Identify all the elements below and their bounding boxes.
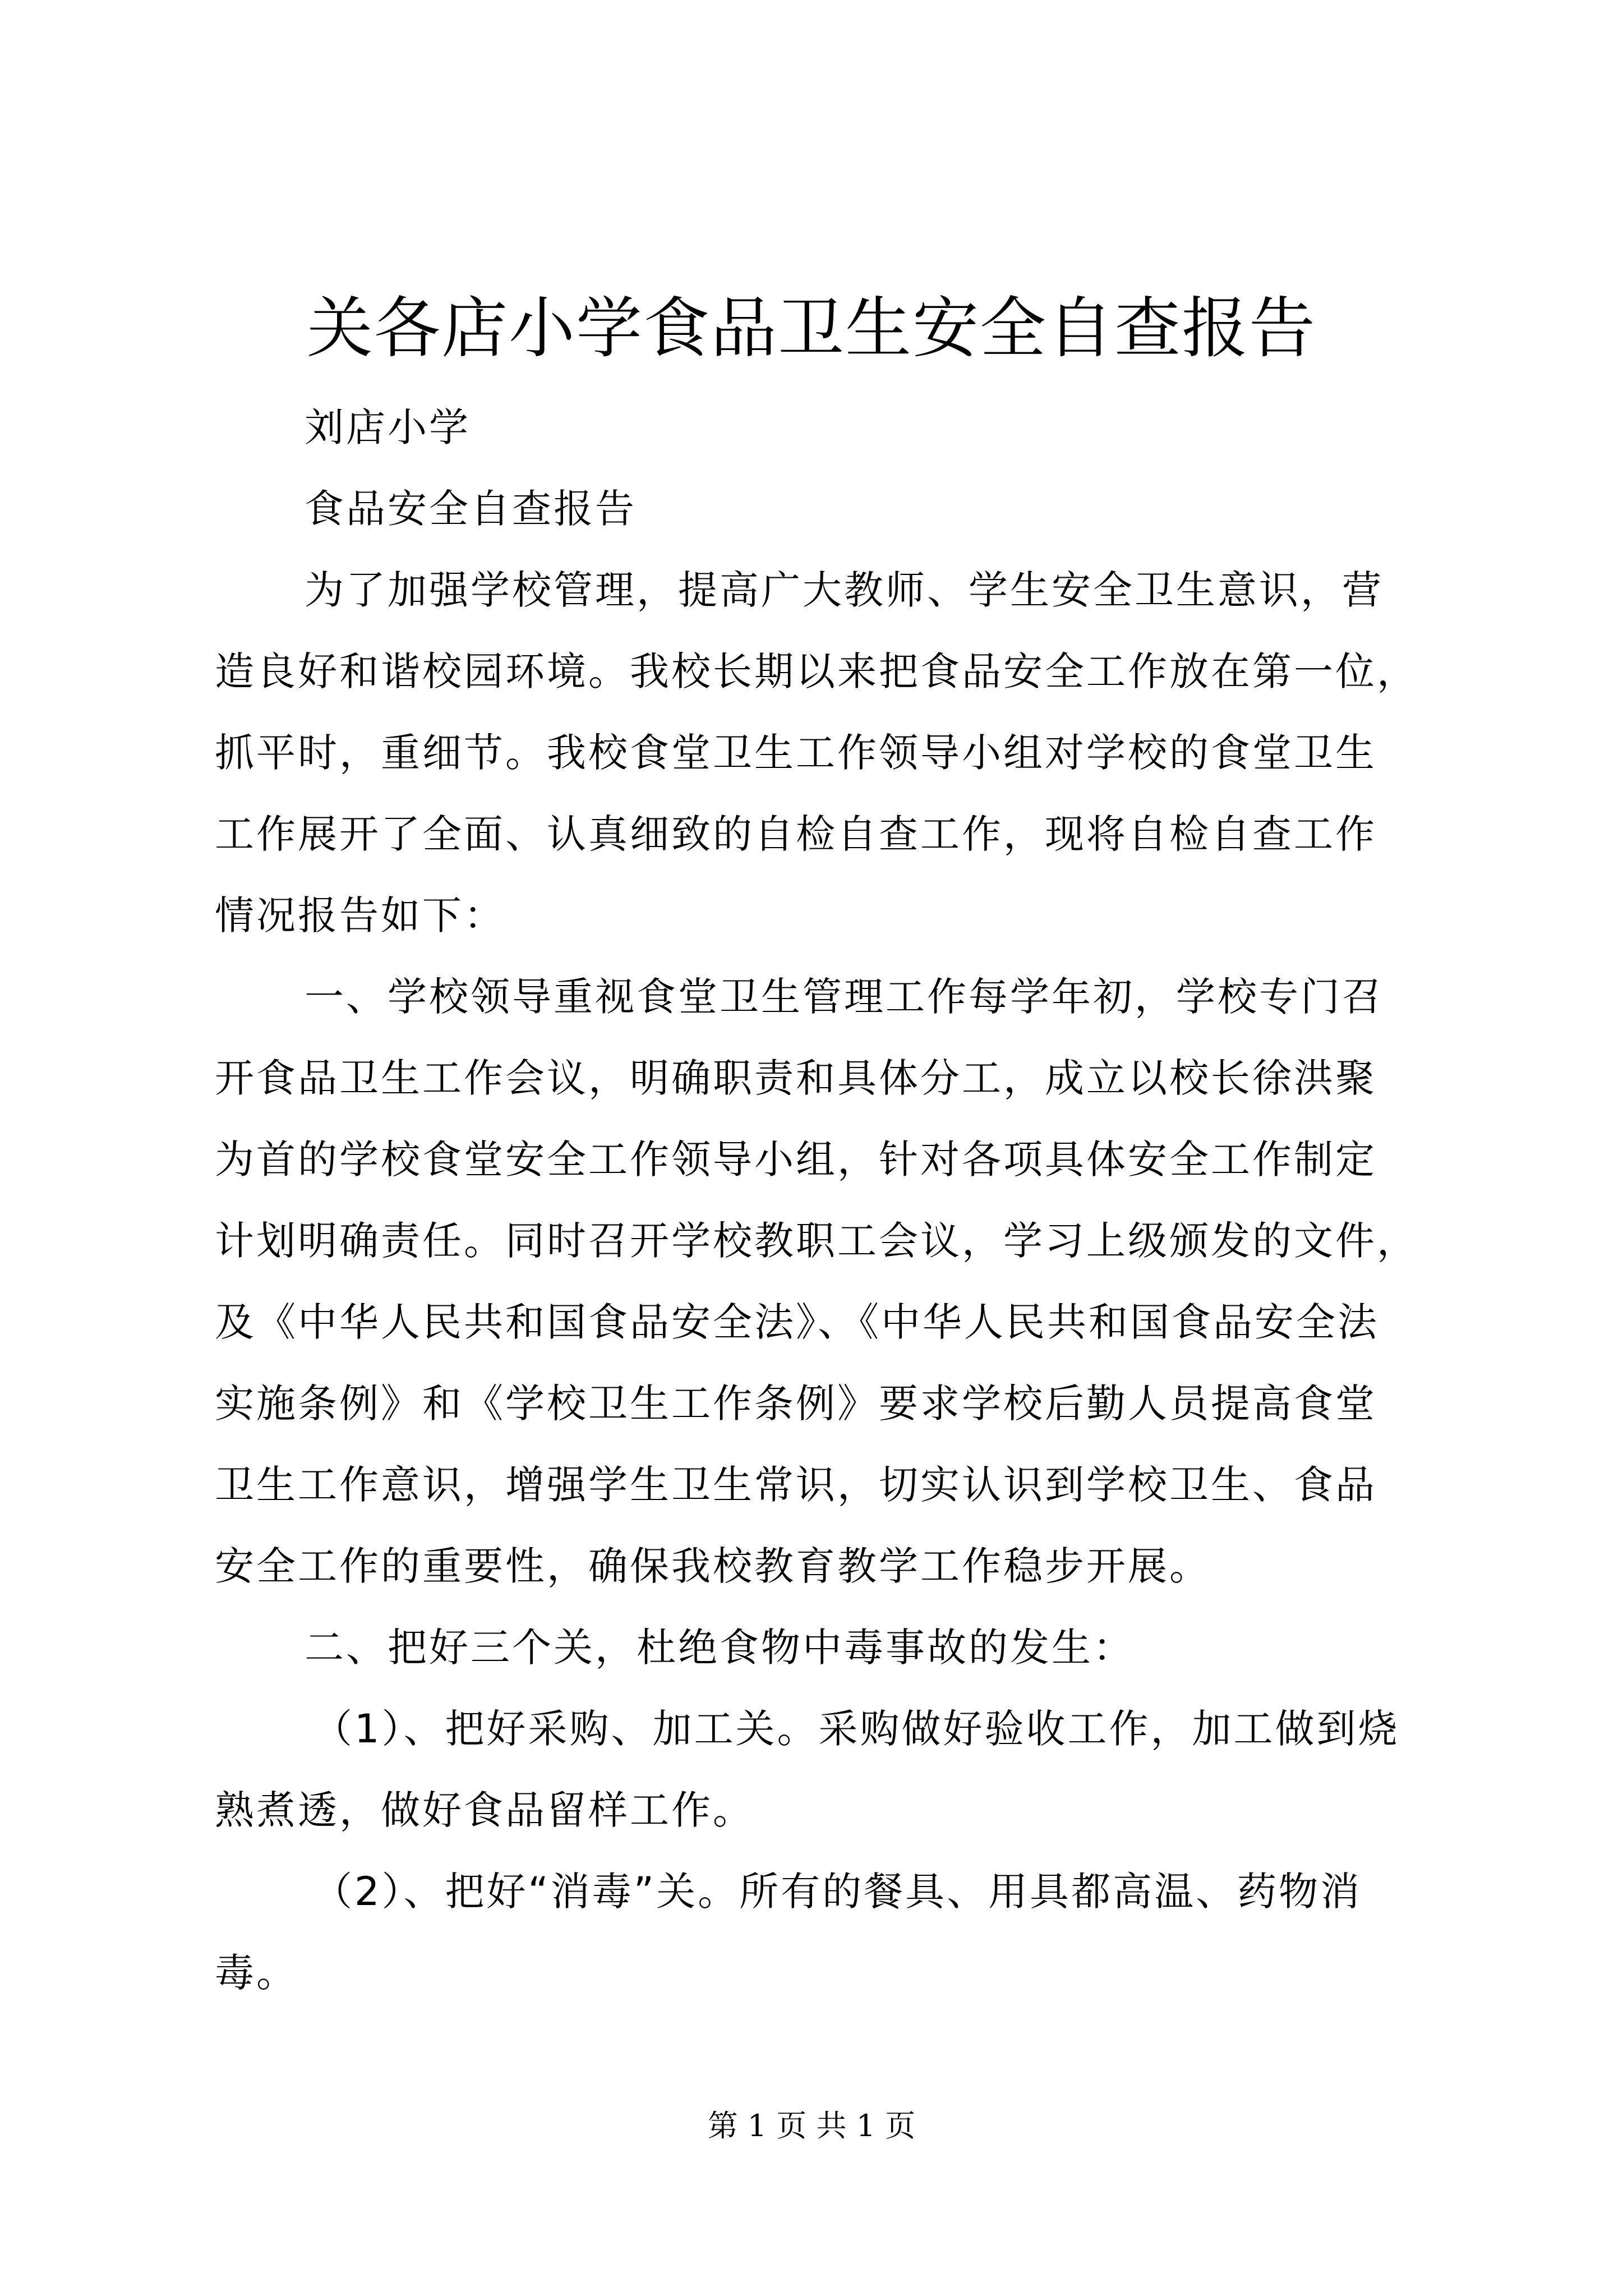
body-line: 计划明确责任。同时召开学校教职工会议，学习上级颁发的文件， <box>215 1218 1418 1264</box>
body-line: 一、学校领导重视食堂卫生管理工作每学年初，学校专门召 <box>305 974 1384 1020</box>
body-line: 为了加强学校管理，提高广大教师、学生安全卫生意识，营 <box>305 567 1384 613</box>
body-line: 造良好和谐校园环境。我校长期以来把食品安全工作放在第一位， <box>215 648 1418 694</box>
body-line: （1）、把好采购、加工关。采购做好验收工作，加工做到烧 <box>313 1706 1400 1752</box>
body-line: 情况报告如下： <box>215 892 505 938</box>
document-body <box>215 387 1437 2014</box>
body-line: 毒。 <box>215 1950 298 1996</box>
body-line: 抓平时，重细节。我校食堂卫生工作领导小组对学校的食堂卫生 <box>215 730 1377 776</box>
body-line: （2）、把好“消毒”关。所有的餐具、用具都高温、药物消 <box>313 1869 1362 1915</box>
body-line: 开食品卫生工作会议，明确职责和具体分工，成立以校长徐洪聚 <box>215 1055 1377 1101</box>
page-footer: 第 1 页 共 1 页 <box>707 2108 916 2143</box>
body-line: 二、把好三个关，杜绝食物中毒事故的发生： <box>305 1625 1135 1671</box>
body-line: 熟煮透，做好食品留样工作。 <box>215 1787 754 1833</box>
body-line: 为首的学校食堂安全工作领导小组，针对各项具体安全工作制定 <box>215 1137 1377 1182</box>
body-line: 工作展开了全面、认真细致的自检自查工作，现将自检自查工作 <box>215 811 1377 857</box>
body-line: 及《中华人民共和国食品安全法》、《中华人民共和国食品安全法 <box>215 1299 1379 1345</box>
body-line-school: 刘店小学 <box>305 404 471 450</box>
body-line: 卫生工作意识，增强学生卫生常识，切实认识到学校卫生、食品 <box>215 1462 1377 1508</box>
body-line: 安全工作的重要性，确保我校教育教学工作稳步开展。 <box>215 1543 1211 1589</box>
document-title: 关各店小学食品卫生安全自查报告 <box>306 289 1316 367</box>
body-line: 实施条例》和《学校卫生工作条例》要求学校后勤人员提高食堂 <box>215 1381 1377 1427</box>
body-line-subtitle: 食品安全自查报告 <box>305 486 637 532</box>
